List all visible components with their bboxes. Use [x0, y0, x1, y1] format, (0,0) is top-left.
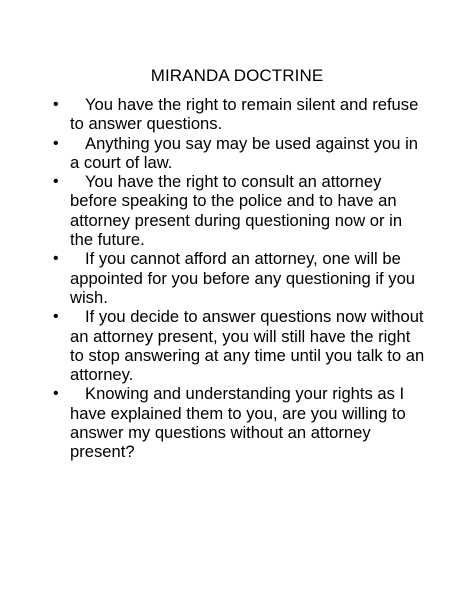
- bullet-icon: •: [53, 134, 59, 152]
- list-item-text: Knowing and understanding your rights as I have explained them to you, are you willing to answer my questions without an attorney present?: [70, 384, 406, 462]
- list-item-text: If you cannot afford an attorney, one will be appointed for you before any questioning if you wish.: [70, 249, 416, 307]
- rights-list: [0, 95, 425, 462]
- bullet-icon: •: [53, 308, 59, 326]
- list-item-text: If you decide to answer questions now without an attorney present, you will still have the right to stop answering at any time until you talk to an attorney.: [70, 307, 425, 385]
- bullet-icon: •: [53, 96, 59, 113]
- document-title: MIRANDA DOCTRINE: [150, 66, 324, 85]
- list-item: [53, 133, 425, 173]
- bullet-icon: •: [53, 173, 59, 191]
- list-item-text: You have the right to consult an attorney before speaking to the police and to have an attorney present during questioning now or in the future.: [70, 172, 403, 250]
- list-item: [53, 249, 425, 307]
- list-item-text: Anything you say may be used against you in a court of law.: [70, 133, 419, 172]
- list-item: [53, 307, 425, 385]
- bullet-icon: •: [53, 385, 59, 403]
- bullet-icon: •: [53, 250, 59, 268]
- list-item-text: You have the right to remain silent and refuse to answer questions.: [70, 95, 419, 134]
- list-item: [53, 384, 425, 462]
- list-item: [53, 172, 425, 250]
- list-item: [53, 95, 425, 134]
